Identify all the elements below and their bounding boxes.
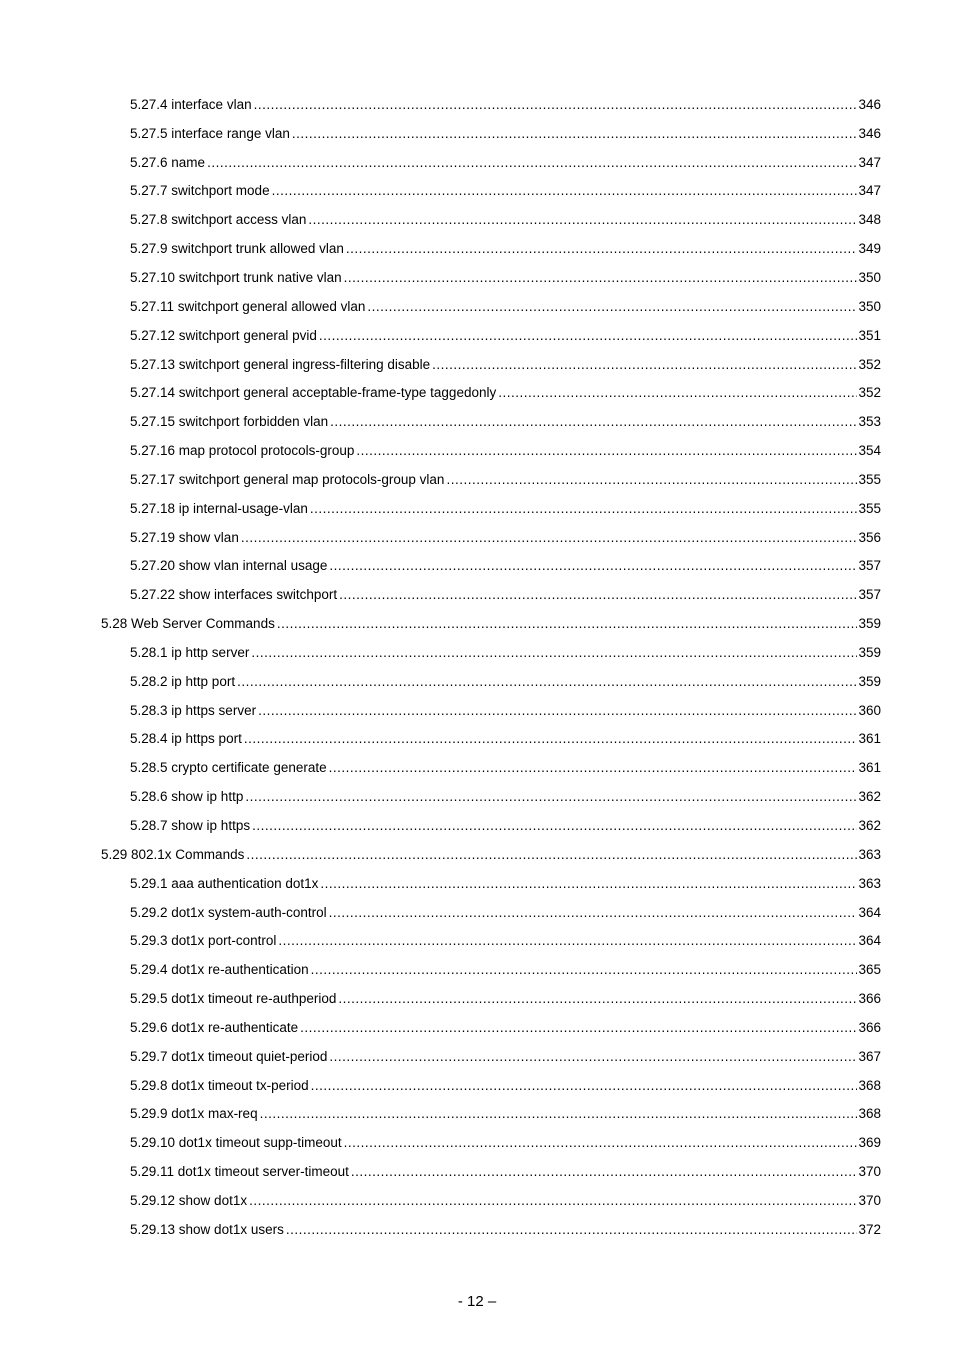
toc-entry-page: 350 [858, 298, 881, 314]
toc-entry[interactable] [0, 177, 954, 206]
toc-entry-line[interactable] [130, 1135, 881, 1150]
toc-entry-title: 5.28.7 show ip https [130, 818, 251, 834]
toc-entry-title: 5.28.6 show ip http [130, 789, 244, 805]
toc-entry-line[interactable] [130, 501, 881, 516]
toc-entry[interactable] [0, 753, 954, 782]
toc-entry-page: 359 [858, 616, 881, 632]
dot-leader [249, 1193, 857, 1208]
toc-entry-line[interactable] [130, 876, 881, 891]
toc-entry-title: 5.29.5 dot1x timeout re-authperiod [130, 991, 337, 1007]
toc-entry-title: 5.27.5 interface range vlan [130, 125, 290, 141]
toc-entry[interactable] [0, 696, 954, 725]
toc-entry-page: 363 [858, 846, 881, 862]
toc-entry[interactable] [0, 465, 954, 494]
toc-entry-page: 364 [858, 904, 881, 920]
toc-entry-line[interactable] [130, 212, 881, 227]
toc-entry[interactable] [0, 234, 954, 263]
dot-leader [292, 126, 858, 141]
toc-entry[interactable] [0, 350, 954, 379]
toc-entry-line[interactable] [130, 1222, 881, 1237]
toc-entry-title: 5.27.14 switchport general acceptable-frame-type taggedonly [130, 385, 497, 401]
toc-entry-title: 5.27.7 switchport mode [130, 183, 270, 199]
dot-leader [311, 962, 858, 977]
dot-leader [346, 241, 858, 256]
dot-leader [245, 789, 857, 804]
toc-entry-page: 353 [858, 414, 881, 430]
toc-entry-title: 5.28.5 crypto certificate generate [130, 760, 327, 776]
toc-entry-line[interactable] [130, 1078, 881, 1093]
toc-entry-line[interactable] [130, 645, 881, 660]
toc-entry-page: 352 [858, 385, 881, 401]
toc-entry[interactable] [0, 955, 954, 984]
toc-entry-line[interactable] [130, 1106, 881, 1121]
dot-leader [344, 270, 858, 285]
toc-entry-line[interactable] [130, 126, 881, 141]
toc-entry-title: 5.27.4 interface vlan [130, 96, 252, 112]
toc-entry[interactable] [0, 321, 954, 350]
dot-leader [260, 1106, 858, 1121]
toc-entry-page: 362 [858, 789, 881, 805]
dot-leader [367, 299, 857, 314]
toc-entry-title: 5.29.1 aaa authentication dot1x [130, 875, 319, 891]
toc-entry[interactable] [0, 638, 954, 667]
toc-entry[interactable] [0, 1100, 954, 1129]
toc-entry-page: 355 [858, 471, 881, 487]
dot-leader [498, 385, 857, 400]
dot-leader [272, 183, 858, 198]
dot-leader [320, 876, 857, 891]
toc-entry-title: 5.27.16 map protocol protocols-group [130, 443, 355, 459]
toc-entry-page: 370 [858, 1192, 881, 1208]
toc-entry-page: 365 [858, 962, 881, 978]
toc-entry-page: 357 [858, 587, 881, 603]
toc-entry[interactable] [0, 148, 954, 177]
toc-entry-title: 5.28.3 ip https server [130, 702, 257, 718]
toc-entry-page: 351 [858, 327, 881, 343]
toc-entry-page: 370 [858, 1164, 881, 1180]
toc-entry-line[interactable] [130, 789, 881, 804]
toc-entry-title: 5.28.2 ip http port [130, 673, 236, 689]
toc-entry-title: 5.29.6 dot1x re-authenticate [130, 1019, 299, 1035]
toc-entry-line[interactable] [130, 472, 881, 487]
toc-entry-page: 366 [858, 991, 881, 1007]
toc-entry-page: 372 [858, 1221, 881, 1237]
toc-entry[interactable] [0, 407, 954, 436]
dot-leader [329, 760, 858, 775]
toc-entry[interactable] [0, 926, 954, 955]
toc-entry-line[interactable] [130, 97, 881, 112]
toc-entry-title: 5.29.12 show dot1x [130, 1192, 248, 1208]
toc-entry[interactable] [0, 1042, 954, 1071]
toc-entry-title: 5.27.9 switchport trunk allowed vlan [130, 241, 344, 257]
toc-entry-page: 361 [858, 760, 881, 776]
dot-leader [244, 731, 858, 746]
toc-entry[interactable] [0, 984, 954, 1013]
toc-entry-line[interactable] [130, 905, 881, 920]
toc-entry-page: 349 [858, 241, 881, 257]
toc-entry-line[interactable] [130, 933, 881, 948]
toc-entry-page: 354 [858, 443, 881, 459]
dot-leader [278, 933, 857, 948]
toc-entry-title: 5.29.11 dot1x timeout server-timeout [130, 1164, 349, 1180]
toc-entry-line[interactable] [130, 962, 881, 977]
toc-entry-line[interactable] [130, 587, 881, 602]
toc-entry[interactable] [0, 1186, 954, 1215]
toc-entry[interactable] [0, 811, 954, 840]
toc-entry-line[interactable] [130, 991, 881, 1006]
toc-entry-page: 350 [858, 269, 881, 285]
toc-entry-line[interactable] [130, 731, 881, 746]
toc-entry-title: 5.29.13 show dot1x users [130, 1221, 284, 1237]
toc-entry-line[interactable] [130, 1164, 881, 1179]
dot-leader [258, 703, 857, 718]
dot-leader [319, 328, 858, 343]
dot-leader [308, 212, 857, 227]
dot-leader [338, 991, 857, 1006]
toc-entry-title: 5.27.10 switchport trunk native vlan [130, 269, 342, 285]
dot-leader [344, 1135, 858, 1150]
toc-entry-title: 5.29.10 dot1x timeout supp-timeout [130, 1135, 342, 1151]
dot-leader [246, 847, 857, 862]
toc-entry-line[interactable] [130, 328, 881, 343]
toc-entry-line[interactable] [130, 270, 881, 285]
toc-entry-line[interactable] [130, 385, 881, 400]
toc-entry[interactable] [0, 869, 954, 898]
toc-entry-title: 5.29.2 dot1x system-auth-control [130, 904, 327, 920]
toc-entry[interactable] [0, 494, 954, 523]
toc-entry-page: 367 [858, 1048, 881, 1064]
toc-entry-title: 5.27.18 ip internal-usage-vlan [130, 500, 308, 516]
toc-entry-title: 5.28.1 ip http server [130, 644, 250, 660]
toc-entry[interactable] [0, 725, 954, 754]
dot-leader [310, 501, 858, 516]
page-number: - 12 – [457, 1293, 497, 1310]
toc-entry-line[interactable] [130, 1049, 881, 1064]
toc-entry-title: 5.29.3 dot1x port-control [130, 933, 277, 949]
toc-entry-line[interactable] [130, 443, 881, 458]
toc-entry[interactable] [0, 1013, 954, 1042]
toc-entry-line[interactable] [130, 674, 881, 689]
toc-entry-page: 359 [858, 644, 881, 660]
toc-entry-title: 5.29.9 dot1x max-req [130, 1106, 258, 1122]
dot-leader [356, 443, 857, 458]
toc-entry-page: 368 [858, 1077, 881, 1093]
toc-entry-title: 5.29.4 dot1x re-authentication [130, 962, 309, 978]
toc-entry-line[interactable] [130, 1193, 881, 1208]
toc-entry-page: 360 [858, 702, 881, 718]
toc-entry[interactable] [0, 263, 954, 292]
toc-entry-page: 356 [858, 529, 881, 545]
dot-leader [300, 1020, 857, 1035]
toc-entry-page: 359 [858, 673, 881, 689]
toc-entry[interactable] [0, 1215, 954, 1244]
toc-entry-line[interactable] [130, 760, 881, 775]
toc-entry[interactable] [0, 119, 954, 148]
toc-entry[interactable] [0, 1071, 954, 1100]
toc-entry-title: 5.28 Web Server Commands [101, 616, 275, 632]
table-of-contents [0, 90, 954, 1244]
toc-entry-line[interactable] [130, 530, 881, 545]
toc-entry-page: 346 [858, 96, 881, 112]
toc-entry-line[interactable] [130, 558, 881, 573]
dot-leader [277, 616, 858, 631]
toc-entry-line[interactable] [130, 241, 881, 256]
toc-entry-title: 5.27.6 name [130, 154, 206, 170]
toc-entry-page: 348 [858, 212, 881, 228]
dot-leader [241, 530, 858, 545]
dot-leader [254, 97, 858, 112]
toc-entry-page: 366 [858, 1019, 881, 1035]
toc-entry[interactable] [0, 782, 954, 811]
toc-entry-title: 5.29.8 dot1x timeout tx-period [130, 1077, 309, 1093]
toc-entry[interactable] [0, 1128, 954, 1157]
toc-entry-title: 5.27.8 switchport access vlan [130, 212, 307, 228]
toc-entry-page: 346 [858, 125, 881, 141]
toc-entry[interactable] [0, 436, 954, 465]
toc-entry-line[interactable] [130, 299, 881, 314]
toc-entry[interactable] [0, 1157, 954, 1186]
toc-entry-title: 5.27.20 show vlan internal usage [130, 558, 328, 574]
toc-entry-page: 364 [858, 933, 881, 949]
toc-entry[interactable] [0, 552, 954, 581]
toc-entry-page: 355 [858, 500, 881, 516]
toc-entry-title: 5.27.22 show interfaces switchport [130, 587, 338, 603]
dot-leader [251, 645, 857, 660]
toc-entry[interactable] [0, 90, 954, 119]
toc-entry-title: 5.27.13 switchport general ingress-filtering disable [130, 356, 431, 372]
toc-entry[interactable] [0, 667, 954, 696]
dot-leader [329, 1049, 857, 1064]
toc-entry[interactable] [0, 378, 954, 407]
toc-entry-title: 5.29 802.1x Commands [101, 846, 245, 862]
toc-entry[interactable] [0, 292, 954, 321]
toc-entry-title: 5.27.15 switchport forbidden vlan [130, 414, 329, 430]
toc-entry-page: 347 [858, 183, 881, 199]
dot-leader [207, 155, 857, 170]
toc-entry-line[interactable] [130, 1020, 881, 1035]
dot-leader [339, 587, 857, 602]
toc-entry-page: 352 [858, 356, 881, 372]
toc-entry[interactable] [0, 523, 954, 552]
dot-leader [330, 414, 857, 429]
toc-entry-line[interactable] [130, 414, 881, 429]
dot-leader [446, 472, 857, 487]
toc-entry-line[interactable] [130, 183, 881, 198]
dot-leader [432, 357, 857, 372]
toc-entry-title: 5.27.11 switchport general allowed vlan [130, 298, 366, 314]
toc-entry[interactable] [0, 580, 954, 609]
dot-leader [351, 1164, 858, 1179]
toc-entry-page: 357 [858, 558, 881, 574]
dot-leader [286, 1222, 858, 1237]
toc-entry-title: 5.27.17 switchport general map protocols-group vlan [130, 471, 445, 487]
toc-entry-line[interactable] [130, 155, 881, 170]
toc-entry[interactable] [0, 205, 954, 234]
toc-entry-line[interactable] [130, 818, 881, 833]
toc-entry-line[interactable] [101, 847, 881, 862]
dot-leader [252, 818, 857, 833]
dot-leader [329, 905, 858, 920]
toc-entry-title: 5.29.7 dot1x timeout quiet-period [130, 1048, 328, 1064]
toc-entry-title: 5.27.19 show vlan [130, 529, 239, 545]
toc-entry-title: 5.28.4 ip https port [130, 731, 242, 747]
toc-section-entry[interactable] [0, 609, 954, 638]
dot-leader [311, 1078, 858, 1093]
toc-entry-line[interactable] [130, 357, 881, 372]
dot-leader [329, 558, 857, 573]
toc-entry-line[interactable] [101, 616, 881, 631]
toc-entry-page: 363 [858, 875, 881, 891]
toc-entry-title: 5.27.12 switchport general pvid [130, 327, 317, 343]
toc-entry-page: 347 [858, 154, 881, 170]
toc-entry-line[interactable] [130, 703, 881, 718]
toc-entry-page: 369 [858, 1135, 881, 1151]
toc-entry-page: 361 [858, 731, 881, 747]
toc-entry-page: 362 [858, 818, 881, 834]
toc-entry-page: 368 [858, 1106, 881, 1122]
toc-section-entry[interactable] [0, 840, 954, 869]
dot-leader [237, 674, 857, 689]
toc-entry[interactable] [0, 898, 954, 927]
